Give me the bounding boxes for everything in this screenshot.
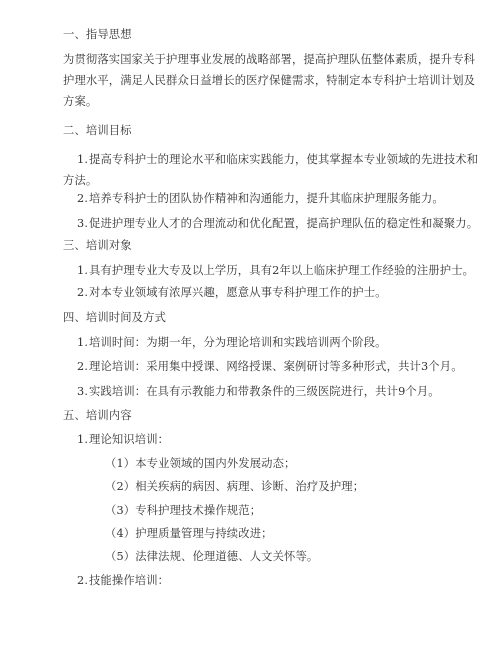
list-item-line: 培养专科护士的团队协作精神和沟通能力，提升其临床护理服务能力。 [89,192,444,205]
list-item-label: 理论知识培训： [89,433,170,446]
paragraph-line: 为贯彻落实国家关于护理事业发展的战略部署，提高护理队伍整体素质，提升专科 [63,53,476,66]
list-item-line: 对本专业领域有浓厚兴趣，愿意从事专科护理工作的护士。 [89,286,387,299]
list-number: 1. [77,336,89,349]
list-item-line: 培训时间：为期一年，分为理论培训和实践培训两个阶段。 [89,336,387,349]
list-number: 2. [77,574,89,587]
list-item-line: 理论培训：采用集中授课、网络授课、案例研讨等多种形式，共计3个月。 [89,360,463,373]
list-item-label: 技能操作培训： [89,574,170,587]
list-number: 1. [77,153,89,166]
sub-item: （2）相关疾病的病因、病理、诊断、治疗及护理； [105,480,365,493]
paragraph-line: 护理水平，满足人民群众日益增长的医疗保健需求，特制定本专科护士培训计划及 [63,74,476,87]
list-item-line: 促进护理专业人才的合理流动和优化配置，提高护理队伍的稳定性和凝聚力。 [89,217,479,230]
section-heading-time-and-method: 四、培训时间及方式 [63,311,167,324]
section-heading-trainees: 三、培训对象 [63,239,132,252]
list-number: 2. [77,192,89,205]
list-item-line: 实践培训：在具有示教能力和带教条件的三级医院进行，共计9个月。 [89,385,440,398]
list-item-line: 提高专科护士的理论水平和临床实践能力，使其掌握本专业领域的先进技术和 [89,153,479,166]
sub-item: （5）法律法规、伦理道德、人文关怀等。 [105,550,319,563]
section-heading-guiding-ideology: 一、指导思想 [63,28,132,41]
list-number: 2. [77,360,89,373]
section-heading-training-content: 五、培训内容 [63,409,132,422]
list-number: 2. [77,286,89,299]
sub-item: （1）本专业领域的国内外发展动态； [105,457,296,470]
sub-item: （4）护理质量管理与持续改进； [105,527,273,540]
list-number: 1. [77,264,89,277]
list-number: 3. [77,217,89,230]
list-number: 3. [77,385,89,398]
list-number: 1. [77,433,89,446]
section-heading-training-goals: 二、培训目标 [63,124,132,137]
paragraph-line: 方案。 [63,95,98,108]
list-item-line: 具有护理专业大专及以上学历，具有2年以上临床护理工作经验的注册护士。 [89,264,475,277]
list-item-line: 方法。 [63,174,98,187]
sub-item: （3）专科护理技术操作规范； [105,504,262,517]
